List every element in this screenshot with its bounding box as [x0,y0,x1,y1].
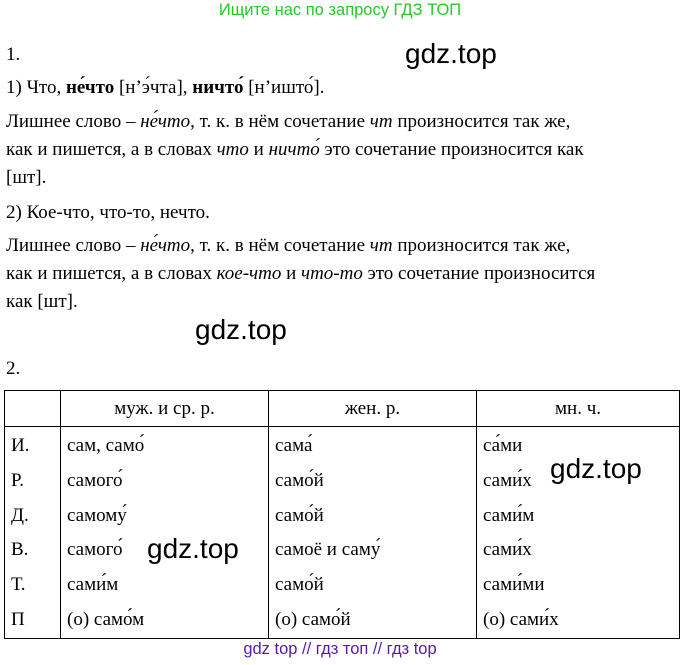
form: (о) само́м [67,608,145,630]
case-column [5,427,61,639]
text: , т. к. в нём сочетание [190,111,370,132]
case-label: Т. [11,574,26,596]
transcription: [н’э́чта], [114,77,193,98]
text: и [248,139,269,160]
text: как и пишется, а в словах [6,263,217,284]
case-label: П [11,608,25,630]
form: сам, само́ [67,435,145,456]
bottom-banner[interactable]: gdz top // гдз топ // гдз top [243,640,437,658]
word: что [216,139,249,160]
text: произносится так же, [392,235,571,256]
word: кое-что [216,263,282,284]
word: ничто́ [268,139,320,160]
watermark: gdz.top [195,314,287,345]
form: самоё и саму́ [275,539,381,561]
form: само́й [275,469,324,491]
text: произносится так же, [392,111,571,132]
fem-column [269,427,477,639]
form: сами́ми [483,574,545,596]
explanation-2-line-3: как [шт]. [6,291,78,312]
case-label: Д. [11,504,29,526]
explanation-1-line-2 [6,139,584,161]
case-label: В. [11,539,29,561]
text: и [281,263,301,284]
form: са́ми [483,435,523,456]
letter-combination: чт [369,235,393,256]
watermark: gdz.top [405,38,497,69]
form: само́й [275,504,324,526]
task-1-part-2: 2) Кое-что, что-то, нечто. [6,202,210,223]
form: сама́ [275,435,313,456]
form: сами́м [483,504,535,526]
text: это сочетание произносится [362,263,596,284]
case-label: И. [11,435,30,456]
extra-word: не́что [140,235,191,256]
text: 1) Что, [6,77,66,98]
top-banner[interactable]: Ищите нас по запросу ГДЗ ТОП [218,1,462,19]
header-masc-neut: муж. и ср. р. [61,391,269,427]
table-header-row [5,391,680,427]
task-1-part-1 [6,77,325,99]
form: сами́х [483,469,532,491]
form: само́й [275,574,324,596]
form: самому́ [67,504,127,526]
text: как и пишется, а в словах [6,139,217,160]
header-case [5,391,61,427]
explanation-2-line-1 [6,235,570,257]
transcription: [н’ишто́]. [243,77,325,98]
word-nechto: не́что [65,77,115,98]
form: сами́м [67,574,119,596]
form: самого́ [67,469,123,491]
text: , т. к. в нём сочетание [190,235,370,256]
text: Лишнее слово – [6,235,141,256]
form: (о) само́й [275,608,351,630]
letter-combination: чт [369,111,393,132]
word: что-то [301,263,363,284]
watermark: gdz.top [147,533,239,564]
explanation-1-line-3: [шт]. [6,167,47,188]
word-nichto: ничто́ [192,77,244,98]
header-plural: мн. ч. [477,391,680,427]
task-2-number: 2. [6,358,21,379]
declension-table [4,390,680,639]
extra-word: не́что [140,111,191,132]
explanation-1-line-1 [6,111,570,133]
task-1-number: 1. [6,44,21,65]
explanation-2-line-2 [6,263,595,285]
text: это сочетание произносится как [319,139,584,160]
watermark: gdz.top [550,453,642,484]
header-fem: жен. р. [269,391,477,427]
form: (о) сами́х [483,608,559,630]
form: сами́х [483,539,532,561]
case-label: Р. [11,469,24,491]
form: самого́ [67,539,123,561]
text: Лишнее слово – [6,111,141,132]
